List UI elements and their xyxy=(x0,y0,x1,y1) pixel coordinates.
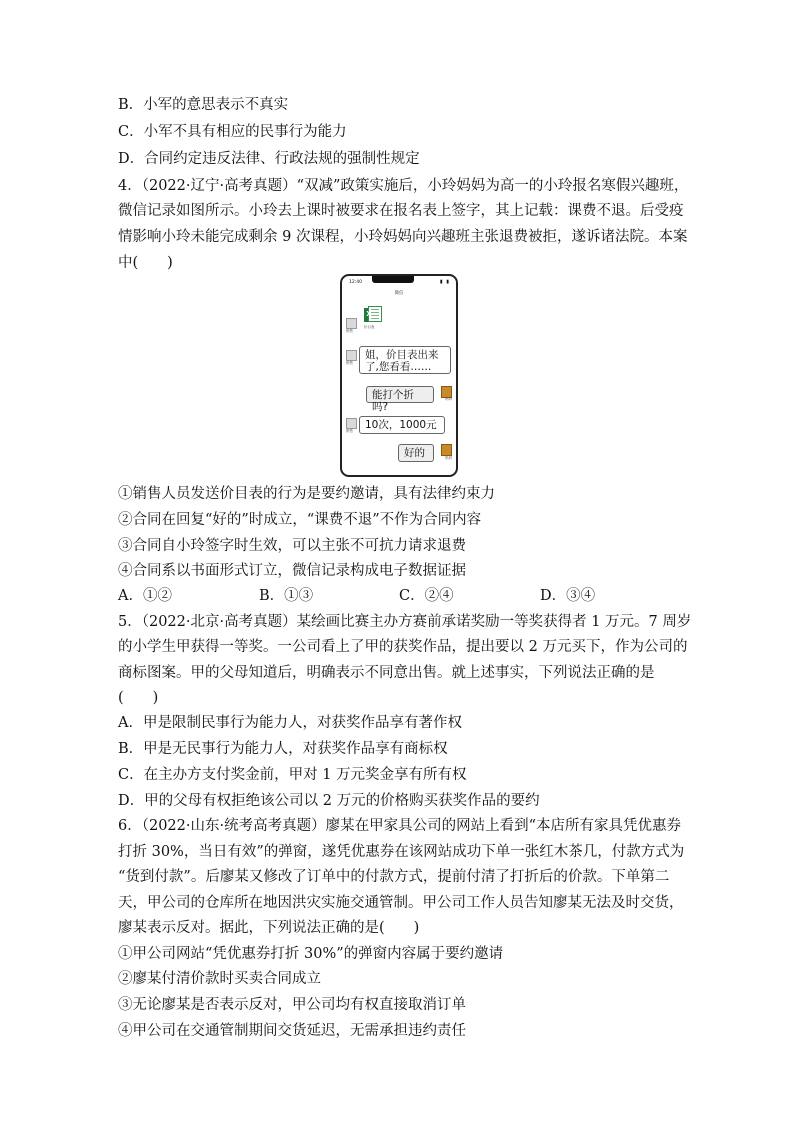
q6-statement: ③无论廖某是否表示反对，甲公司均有权直接取消订单 xyxy=(118,997,466,1013)
q5-option-d: D．甲的父母有权拒绝该公司以 2 万元的价格购买获奖作品的要约 xyxy=(118,793,540,809)
phone-time: 12:40 xyxy=(349,280,362,285)
q4-statement: ①销售人员发送价目表的行为是要约邀请，具有法律约束力 xyxy=(118,486,495,502)
q4-statement: ②合同在回复“好的”时成立，“课费不退”不作为合同内容 xyxy=(118,512,482,528)
seller-avatar xyxy=(346,318,357,329)
q6-stem-line: 天，甲公司的仓库所在地因洪灾实施交通管制。甲公司工作人员告知廖某无法及时交货， xyxy=(118,895,684,911)
phone-status-icons: ▮ ▮ xyxy=(439,279,450,285)
q5-stem-line: ( ) xyxy=(118,690,159,706)
q4-choice-a: A．①② xyxy=(118,588,172,604)
q4-choice-c: C．②④ xyxy=(399,588,454,604)
seller-name: 销售 xyxy=(346,329,353,333)
q4-stem-line: 中( ) xyxy=(118,255,173,271)
mother-avatar xyxy=(441,444,452,456)
phone-notch xyxy=(372,276,414,283)
q4-stem-line: 微信记录如图所示。小玲去上课时被要求在报名表上签字，其上记载：课费不退。后受疫 xyxy=(118,203,684,219)
file-name: 价目表 xyxy=(364,325,375,329)
q5-option-a: A．甲是限制民事行为能力人，对获奖作品享有著作权 xyxy=(118,715,462,731)
message-price-list: 姐，价目表出来了,您看看…… xyxy=(359,346,451,374)
message-ask-discount: 能打个折吗? xyxy=(366,386,434,403)
q6-stem-line: 6．（2022·山东·统考高考真题）廖某在甲家具公司的网站上看到“本店所有家具凭优惠券 xyxy=(118,818,682,834)
q5-stem-line: 5．（2022·北京·高考真题）某绘画比赛主办方赛前承诺奖励一等奖获得者 1 万元。7 周岁 xyxy=(118,614,692,630)
q5-stem-line: 商标图案。甲的父母知道后，明确表示不同意出售。就上述事实，下列说法正确的是 xyxy=(118,665,655,681)
q4-statement: ④合同系以书面形式订立，微信记录构成电子数据证据 xyxy=(118,563,466,579)
mother-name: 妈妈 xyxy=(445,397,452,401)
q4-stem-line: 情影响小玲未能完成剩余 9 次课程，小玲妈妈向兴趣班主张退费被拒，遂诉诸法院。本案 xyxy=(118,229,688,245)
q6-stem-line: 打折 30%，当日有效”的弹窗，遂凭优惠券在该网站成功下单一张红木茶几，付款方式为 xyxy=(118,844,685,860)
excel-letter: X xyxy=(366,310,372,318)
q5-option-b: B．甲是无民事行为能力人，对获奖作品享有商标权 xyxy=(118,741,448,757)
q5-option-c: C．在主办方支付奖金前，甲对 1 万元奖金享有所有权 xyxy=(118,767,467,783)
seller-name: 销售 xyxy=(346,429,353,433)
seller-avatar xyxy=(346,350,357,361)
q6-stem-line: 廖某表示反对。据此，下列说法正确的是( ) xyxy=(118,920,420,936)
q6-statement: ②廖某付清价款时买卖合同成立 xyxy=(118,971,321,987)
wechat-phone-figure xyxy=(340,274,458,477)
q6-stem-line: “货到付款”。后廖某又修改了订单中的付款方式，提前付清了打折后的价款。下单第二 xyxy=(118,869,670,885)
mother-name: 妈妈 xyxy=(445,456,452,460)
q4-choice-b: B．①③ xyxy=(259,588,314,604)
q3-option-b: B．小军的意思表示不真实 xyxy=(118,97,289,113)
seller-avatar xyxy=(346,418,357,429)
q6-statement: ④甲公司在交通管制期间交货延迟，无需承担违约责任 xyxy=(118,1023,466,1039)
q4-statement: ③合同自小玲签字时生效，可以主张不可抗力请求退费 xyxy=(118,538,466,554)
seller-name: 销售 xyxy=(346,361,353,365)
q3-option-d: D．合同约定违反法律、行政法规的强制性规定 xyxy=(118,151,420,167)
q4-stem-line: 4．（2022·辽宁·高考真题）“双减”政策实施后，小玲妈妈为高一的小玲报名寒假兴趣班， xyxy=(118,178,689,194)
q3-option-c: C．小军不具有相应的民事行为能力 xyxy=(118,124,347,140)
q4-choice-d: D．③④ xyxy=(540,588,596,604)
chat-title: 微信 xyxy=(394,291,404,296)
message-agree: 好的 xyxy=(398,444,434,462)
q5-stem-line: 的小学生甲获得一等奖。一公司看上了甲的获奖作品，提出要以 2 万元买下，作为公司的 xyxy=(118,639,688,655)
q6-statement: ①甲公司网站“凭优惠券打折 30%”的弹窗内容属于要约邀请 xyxy=(118,946,504,962)
message-price: 10次，1000元 xyxy=(359,416,445,434)
